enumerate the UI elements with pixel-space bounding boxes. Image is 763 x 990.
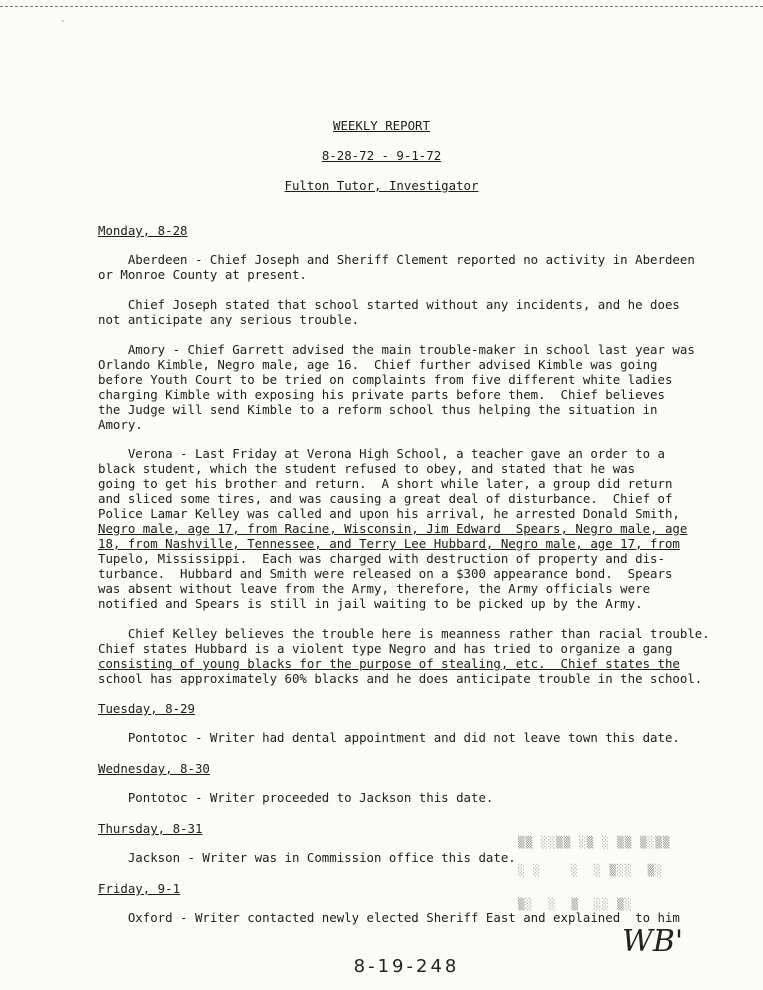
handwritten-initials: WB' [622,924,684,959]
verona-line: and sliced some tires, and was causing a great deal of disturbance. Chief of [98,491,673,506]
report-dates: 8-28-72 - 9-1-72 [321,148,442,163]
verona-line: turbance. Hubbard and Smith were released on a $300 appearance bond. Spears [98,566,673,581]
day-heading-monday: Monday, 8-28 [98,223,188,238]
amory-line: Amory - Chief Garrett advised the main trouble-maker in school last year was [98,342,695,357]
kelley-line: Chief Kelley believes the trouble here is meanness rather than racial trouble. [98,626,710,641]
page-top-edge [0,0,763,7]
aberdeen-line: Aberdeen - Chief Joseph and Sheriff Clement reported no activity in Aberdeen [98,252,695,267]
amory-line: Amory. [98,417,143,432]
document-number: 8-19-248 [353,956,460,977]
kelley-line: consisting of young blacks for the purpose of stealing, etc. Chief states the [98,656,680,671]
friday-entry: Oxford - Writer contacted newly elected Sheriff East and explained to him [98,910,680,925]
verona-line: was absent without leave from the Army, therefore, the Army officials were [98,581,651,596]
thursday-entry: Jackson - Writer was in Commission office this date. [98,850,516,865]
faded-stamp: ░ ░ ░ ░ ▒░░ ▒░ [518,864,663,877]
verona-line: going to get his brother and return. A short while later, a group did return [98,476,673,491]
faded-stamp: ▒░ ░ ▒ ░░ ▒░ [518,898,633,911]
report-investigator: Fulton Tutor, Investigator [284,178,479,193]
day-heading-wednesday: Wednesday, 8-30 [98,761,210,776]
day-heading-tuesday: Tuesday, 8-29 [98,701,195,716]
report-title: WEEKLY REPORT [333,118,430,133]
verona-line: Negro male, age 17, from Racine, Wisconsin, Jim Edward Spears, Negro male, age [98,521,688,536]
amory-line: before Youth Court to be tried on complaints from five different white ladies [98,372,673,387]
wednesday-entry: Pontotoc - Writer proceeded to Jackson this date. [98,790,494,805]
amory-line: the Judge will send Kimble to a reform school thus helping the situation in [98,402,658,417]
school-line: Chief Joseph stated that school started without any incidents, and he does [98,297,680,312]
day-heading-friday: Friday, 9-1 [98,881,181,896]
aberdeen-line: or Monroe County at present. [98,267,307,282]
faded-stamp: ▒▒ ░░▒▒ ░▒ ░ ▒▒ ▒░▒▒ [518,836,671,849]
verona-line: black student, which the student refused to obey, and stated that he was [98,461,636,476]
amory-line: Orlando Kimble, Negro male, age 16. Chief further advised Kimble was going [98,357,658,372]
kelley-line: school has approximately 60% blacks and he does anticipate trouble in the school. [98,671,703,686]
day-heading-thursday: Thursday, 8-31 [98,821,203,836]
verona-line: Police Lamar Kelley was called and upon his arrival, he arrested Donald Smith, [98,506,680,521]
scan-speck: - [60,16,67,27]
verona-line: notified and Spears is still in jail waiting to be picked up by the Army. [98,596,643,611]
amory-line: charging Kimble with exposing his private parts before them. Chief believes [98,387,665,402]
verona-line: Tupelo, Mississippi. Each was charged with destruction of property and dis- [98,551,665,566]
verona-line: Verona - Last Friday at Verona High School, a teacher gave an order to a [98,446,665,461]
verona-line: 18, from Nashville, Tennessee, and Terry Lee Hubbard, Negro male, age 17, from [98,536,680,551]
kelley-line: Chief states Hubbard is a violent type Negro and has tried to organize a gang [98,641,673,656]
school-line: not anticipate any serious trouble. [98,312,360,327]
tuesday-entry: Pontotoc - Writer had dental appointment and did not leave town this date. [98,730,680,745]
